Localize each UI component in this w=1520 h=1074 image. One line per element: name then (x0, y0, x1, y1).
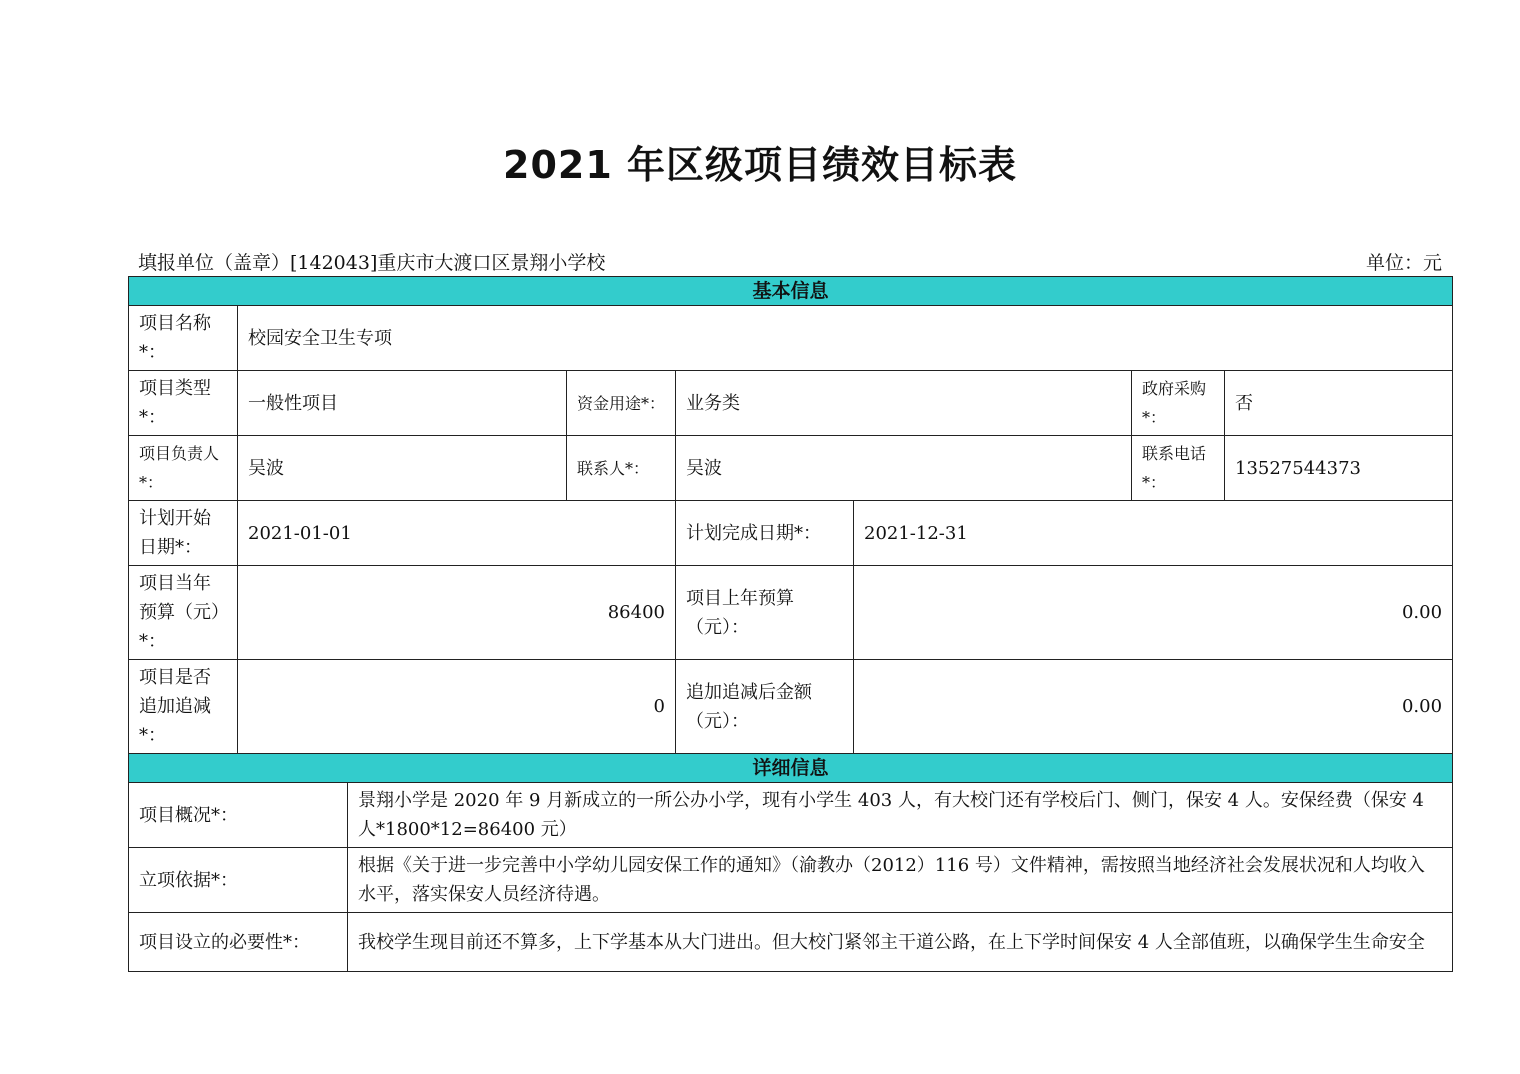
row-plan-dates (129, 501, 1453, 566)
overview-label: 项目概况*： (129, 783, 348, 848)
document-title: 2021 年区级项目绩效目标表 (503, 143, 1017, 187)
adjust-value: 0 (238, 660, 676, 754)
row-basis (129, 848, 1453, 913)
fund-use-label: 资金用途*： (567, 371, 676, 436)
row-project-leader (129, 436, 1453, 501)
end-date-label: 计划完成日期*： (676, 501, 854, 566)
project-name-value: 校园安全卫生专项 (238, 306, 1453, 371)
end-date-value: 2021-12-31 (854, 501, 1453, 566)
last-year-budget-value: 0.00 (854, 566, 1453, 660)
row-adjust (129, 660, 1453, 754)
start-date-label: 计划开始日期*： (129, 501, 238, 566)
section-row-basic (129, 277, 1453, 306)
row-project-name (129, 306, 1453, 371)
gov-procurement-value: 否 (1225, 371, 1453, 436)
contact-label: 联系人*： (567, 436, 676, 501)
adjust-label: 项目是否追加追减*： (129, 660, 238, 754)
row-project-type (129, 371, 1453, 436)
after-adjust-label: 追加追减后金额（元）： (676, 660, 854, 754)
basis-label: 立项依据*： (129, 848, 348, 913)
contact-value: 吴波 (676, 436, 1132, 501)
project-leader-label: 项目负责人*： (129, 436, 238, 501)
last-year-budget-label: 项目上年预算（元）： (676, 566, 854, 660)
fund-use-value: 业务类 (676, 371, 1132, 436)
current-budget-label: 项目当年预算（元）*： (129, 566, 238, 660)
phone-label: 联系电话*： (1132, 436, 1225, 501)
start-date-value: 2021-01-01 (238, 501, 676, 566)
row-overview (129, 783, 1453, 848)
section-basic-info: 基本信息 (129, 277, 1453, 306)
project-leader-value: 吴波 (238, 436, 567, 501)
row-necessity (129, 913, 1453, 972)
section-row-detail (129, 754, 1453, 783)
necessity-value: 我校学生现目前还不算多，上下学基本从大门进出。但大校门紧邻主干道公路，在上下学时间保安 4 人全部值班，以确保学生生命安全 (348, 913, 1453, 972)
reporting-unit: 填报单位（盖章）[142043]重庆市大渡口区景翔小学校 (138, 252, 606, 274)
overview-value: 景翔小学是 2020 年 9 月新成立的一所公办小学，现有小学生 403 人，有大校门还有学校后门、侧门，保安 4 人。安保经费（保安 4 人*1800*12=86400 元） (348, 783, 1453, 848)
gov-procurement-label: 政府采购*： (1132, 371, 1225, 436)
project-type-value: 一般性项目 (238, 371, 567, 436)
project-type-label: 项目类型*： (129, 371, 238, 436)
current-budget-value: 86400 (238, 566, 676, 660)
necessity-label: 项目设立的必要性*： (129, 913, 348, 972)
project-name-label: 项目名称*： (129, 306, 238, 371)
section-detail-info: 详细信息 (129, 754, 1453, 783)
after-adjust-value: 0.00 (854, 660, 1453, 754)
phone-value: 13527544373 (1225, 436, 1453, 501)
row-budget (129, 566, 1453, 660)
currency-unit: 单位：元 (1365, 252, 1442, 274)
performance-target-table (128, 276, 1453, 972)
basis-value: 根据《关于进一步完善中小学幼儿园安保工作的通知》（渝教办（2012）116 号）文件精神，需按照当地经济社会发展状况和人均收入水平，落实保安人员经济待遇。 (348, 848, 1453, 913)
